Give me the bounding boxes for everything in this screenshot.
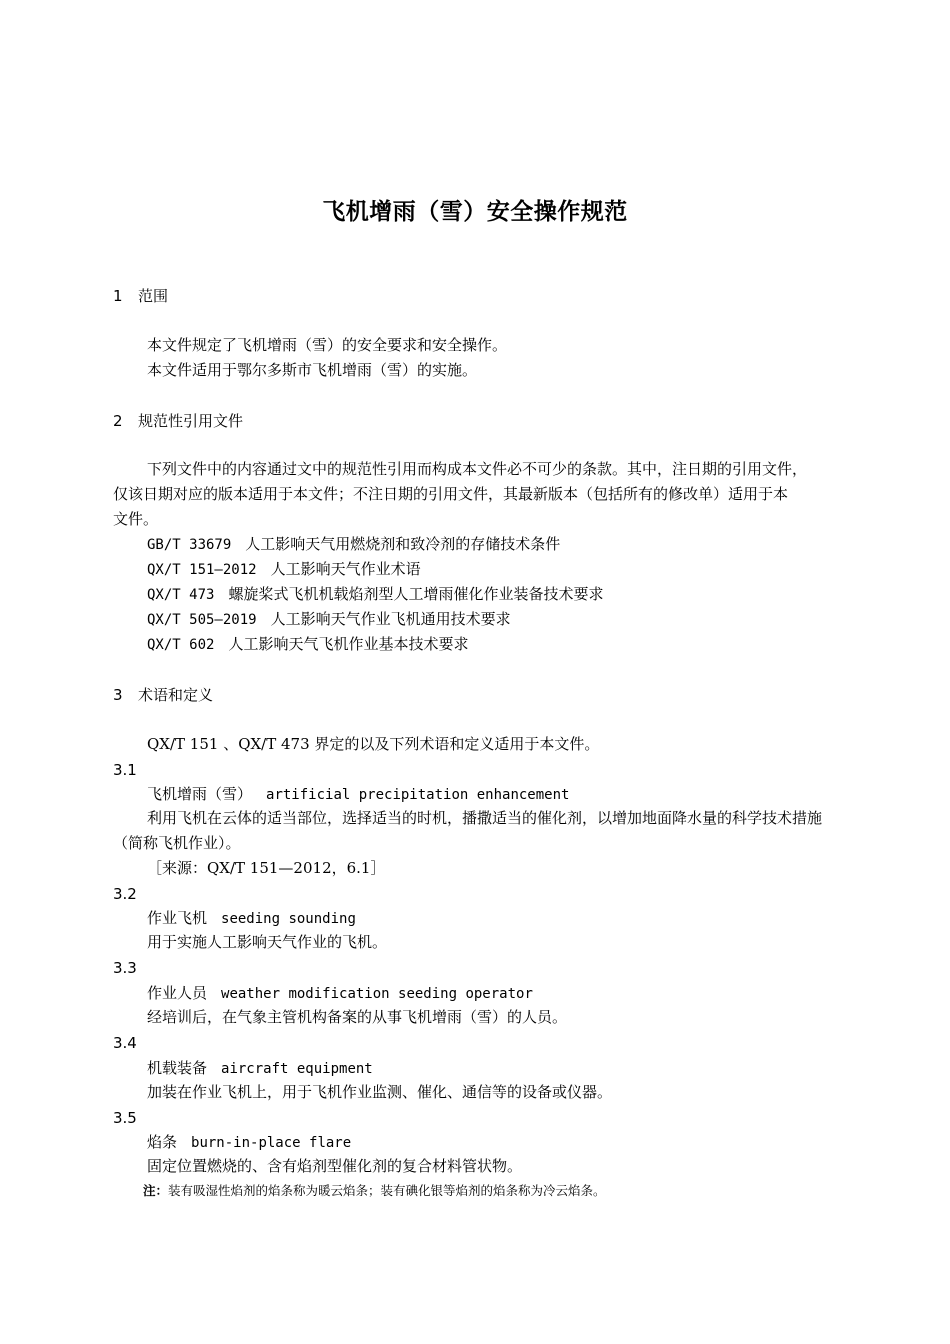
- term-heading: [147, 1131, 351, 1154]
- normative-reference: [147, 557, 861, 583]
- normative-reference: [147, 632, 861, 658]
- term-heading: [147, 982, 533, 1005]
- term-definition: 经培训后，在气象主管机构备案的从事飞机增雨（雪）的人员。: [147, 1008, 568, 1026]
- term-number: 3.1: [113, 761, 137, 779]
- section-2-intro-line: 仅该日期对应的版本适用于本文件；不注日期的引用文件，其最新版本（包括所有的修改单）适用于本: [113, 485, 789, 503]
- term-en: aircraft equipment: [221, 1061, 373, 1077]
- reference-title: 人工影响天气用燃烧剂和致冷剂的存储技术条件: [245, 535, 561, 553]
- term-definition-line: （简称飞机作业）。: [113, 834, 241, 852]
- reference-title: 人工影响天气作业飞机通用技术要求: [270, 610, 511, 628]
- section-3-heading: [113, 684, 213, 706]
- term-heading: [147, 907, 356, 930]
- term-heading: [147, 783, 569, 806]
- term-en: weather modification seeding operator: [221, 986, 533, 1002]
- section-2-heading: [113, 410, 243, 432]
- term-en: artificial precipitation enhancement: [266, 787, 570, 803]
- section-3-intro: QX/T 151 、QX/T 473 界定的以及下列术语和定义适用于本文件。: [147, 735, 600, 753]
- document-title: 飞机增雨（雪）安全操作规范: [322, 199, 628, 225]
- section-number: 1: [113, 287, 123, 305]
- section-2-intro-line: 下列文件中的内容通过文中的规范性引用而构成本文件必不可少的条款。其中，注日期的引用文件，: [147, 460, 808, 478]
- term-definition: 用于实施人工影响天气作业的飞机。: [147, 933, 388, 951]
- section-title: 规范性引用文件: [138, 412, 244, 430]
- reference-title: 人工影响天气作业术语: [270, 560, 421, 578]
- section-1-paragraph: 本文件规定了飞机增雨（雪）的安全要求和安全操作。: [147, 336, 508, 354]
- normative-reference: [147, 532, 861, 558]
- reference-code: QX/T 505—2019: [147, 612, 257, 628]
- term-source: ［来源：QX/T 151—2012，6.1］: [147, 859, 386, 877]
- term-zh: 焰条: [147, 1133, 178, 1151]
- term-zh: 作业飞机: [147, 909, 208, 927]
- section-title: 范围: [138, 287, 169, 305]
- term-definition: 加装在作业飞机上，用于飞机作业监测、催化、通信等的设备或仪器。: [147, 1083, 613, 1101]
- term-zh: 作业人员: [147, 984, 208, 1002]
- term-number: 3.5: [113, 1109, 137, 1127]
- term-definition: 固定位置燃烧的、含有焰剂型催化剂的复合材料管状物。: [147, 1157, 523, 1175]
- section-number: 3: [113, 686, 123, 704]
- term-note: [143, 1182, 606, 1200]
- term-en: seeding sounding: [221, 911, 356, 927]
- section-2-intro-line: 文件。: [113, 510, 159, 528]
- term-number: 3.3: [113, 959, 137, 977]
- reference-code: QX/T 473: [147, 587, 215, 603]
- section-1-paragraph: 本文件适用于鄂尔多斯市飞机增雨（雪）的实施。: [147, 361, 478, 379]
- term-en: burn-in-place flare: [191, 1135, 352, 1151]
- note-text: 装有吸湿性焰剂的焰条称为暖云焰条；装有碘化银等焰剂的焰条称为冷云焰条。: [168, 1183, 606, 1198]
- section-1-heading: [113, 285, 168, 307]
- reference-code: GB/T 33679: [147, 537, 232, 553]
- term-number: 3.4: [113, 1034, 137, 1052]
- term-definition-line: 利用飞机在云体的适当部位，选择适当的时机，播撒适当的催化剂，以增加地面降水量的科学技术措施: [147, 809, 823, 827]
- term-number: 3.2: [113, 885, 137, 903]
- term-zh: 机载装备: [147, 1059, 208, 1077]
- term-heading: [147, 1057, 373, 1080]
- reference-code: QX/T 602: [147, 637, 215, 653]
- term-zh: 飞机增雨（雪）: [147, 785, 253, 803]
- section-number: 2: [113, 412, 123, 430]
- reference-code: QX/T 151—2012: [147, 562, 257, 578]
- normative-reference: [147, 607, 861, 633]
- note-label: 注：: [143, 1183, 169, 1198]
- reference-title: 人工影响天气飞机作业基本技术要求: [228, 635, 469, 653]
- reference-title: 螺旋桨式飞机机载焰剂型人工增雨催化作业装备技术要求: [228, 585, 604, 603]
- normative-reference: [147, 582, 861, 608]
- section-title: 术语和定义: [138, 686, 214, 704]
